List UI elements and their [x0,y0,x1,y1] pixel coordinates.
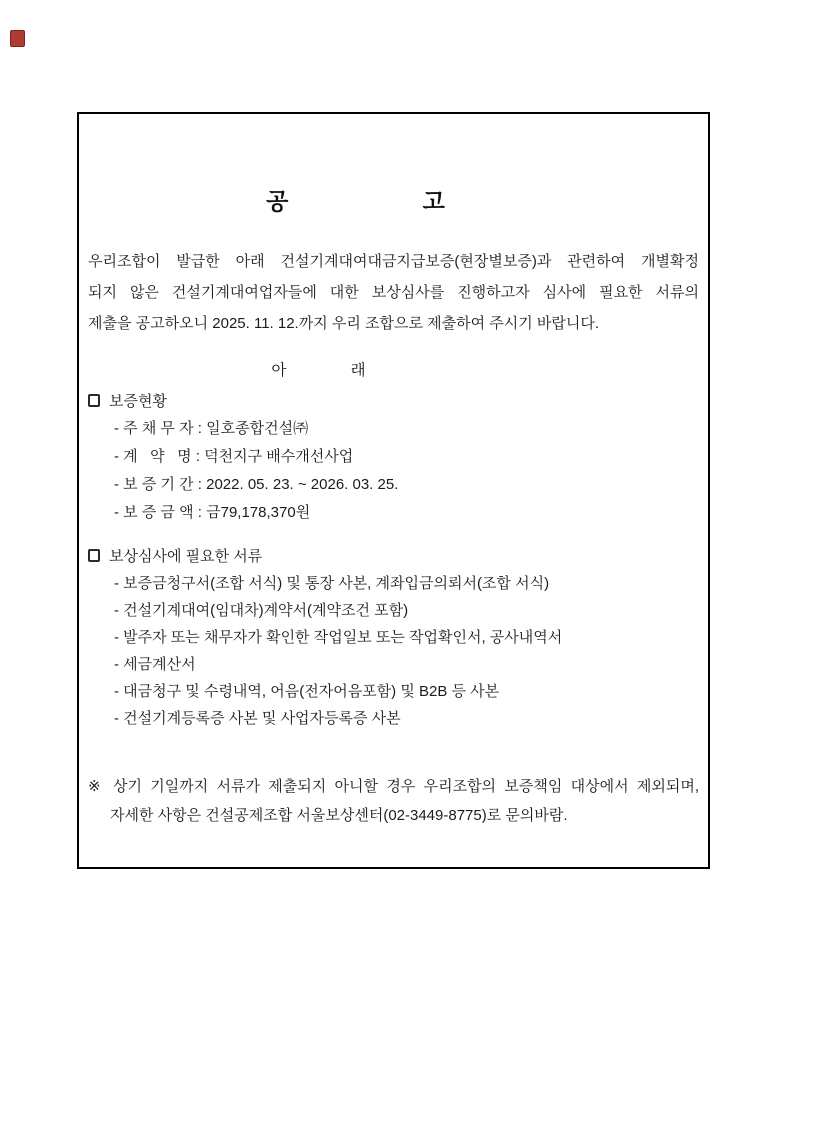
detail-item-principal-debtor: - 주 채 무 자 : 일호종합건설㈜ [114,420,309,437]
footnote-line-2: 자세한 사항은 건설공제조합 서울보상센터(02-3449-8775)로 문의바람. [110,807,568,824]
red-mark-icon [10,30,25,47]
subtitle-label: 아 래 [271,362,366,379]
section-heading-text: 보상심사에 필요한 서류 [109,548,263,565]
footnote [88,772,699,830]
notice-box [77,112,710,869]
document-item-work-report: - 발주자 또는 채무자가 확인한 작업일보 또는 작업확인서, 공사내역서 [114,629,563,646]
document-item-payment-records: - 대금청구 및 수령내역, 어음(전자어음포함) 및 B2B 등 사본 [114,683,500,700]
intro-line-2: 되지 않은 건설기계대여업자들에 대한 보상심사를 진행하고자 심사에 필요한 서류의 [88,284,699,301]
intro-line-3: 제출을 공고하오니 2025. 11. 12.까지 우리 조합으로 제출하여 주시기 바랍니다. [88,315,600,332]
document-item-tax-invoice: - 세금계산서 [114,656,196,673]
intro-line-1: 우리조합이 발급한 아래 건설기계대여대금지급보증(현장별보증)과 관련하여 개별확정 [88,253,699,270]
detail-item-guarantee-amount: - 보 증 금 액 : 금79,178,370원 [114,504,311,521]
document-item-registration-certs: - 건설기계등록증 사본 및 사업자등록증 사본 [114,710,401,727]
section-heading-required-documents [88,544,699,570]
square-bullet-icon [88,549,100,562]
notice-title: 공 고 [266,188,445,214]
detail-item-contract-name: - 계 약 명 : 덕천지구 배수개선사업 [114,448,354,465]
footnote-line-1: ※ 상기 기일까지 서류가 제출되지 아니할 경우 우리조합의 보증책임 대상에서 제외되며, [88,778,699,795]
detail-item-guarantee-period: - 보 증 기 간 : 2022. 05. 23. ~ 2026. 03. 25. [114,476,399,493]
document-item-lease-contract: - 건설기계대여(임대차)계약서(계약조건 포함) [114,602,409,619]
document-item-claim-form: - 보증금청구서(조합 서식) 및 통장 사본, 계좌입금의뢰서(조합 서식) [114,575,550,592]
square-bullet-icon [88,394,100,407]
section-heading-text: 보증현황 [109,393,167,410]
section-heading-guarantee-status [88,389,699,415]
